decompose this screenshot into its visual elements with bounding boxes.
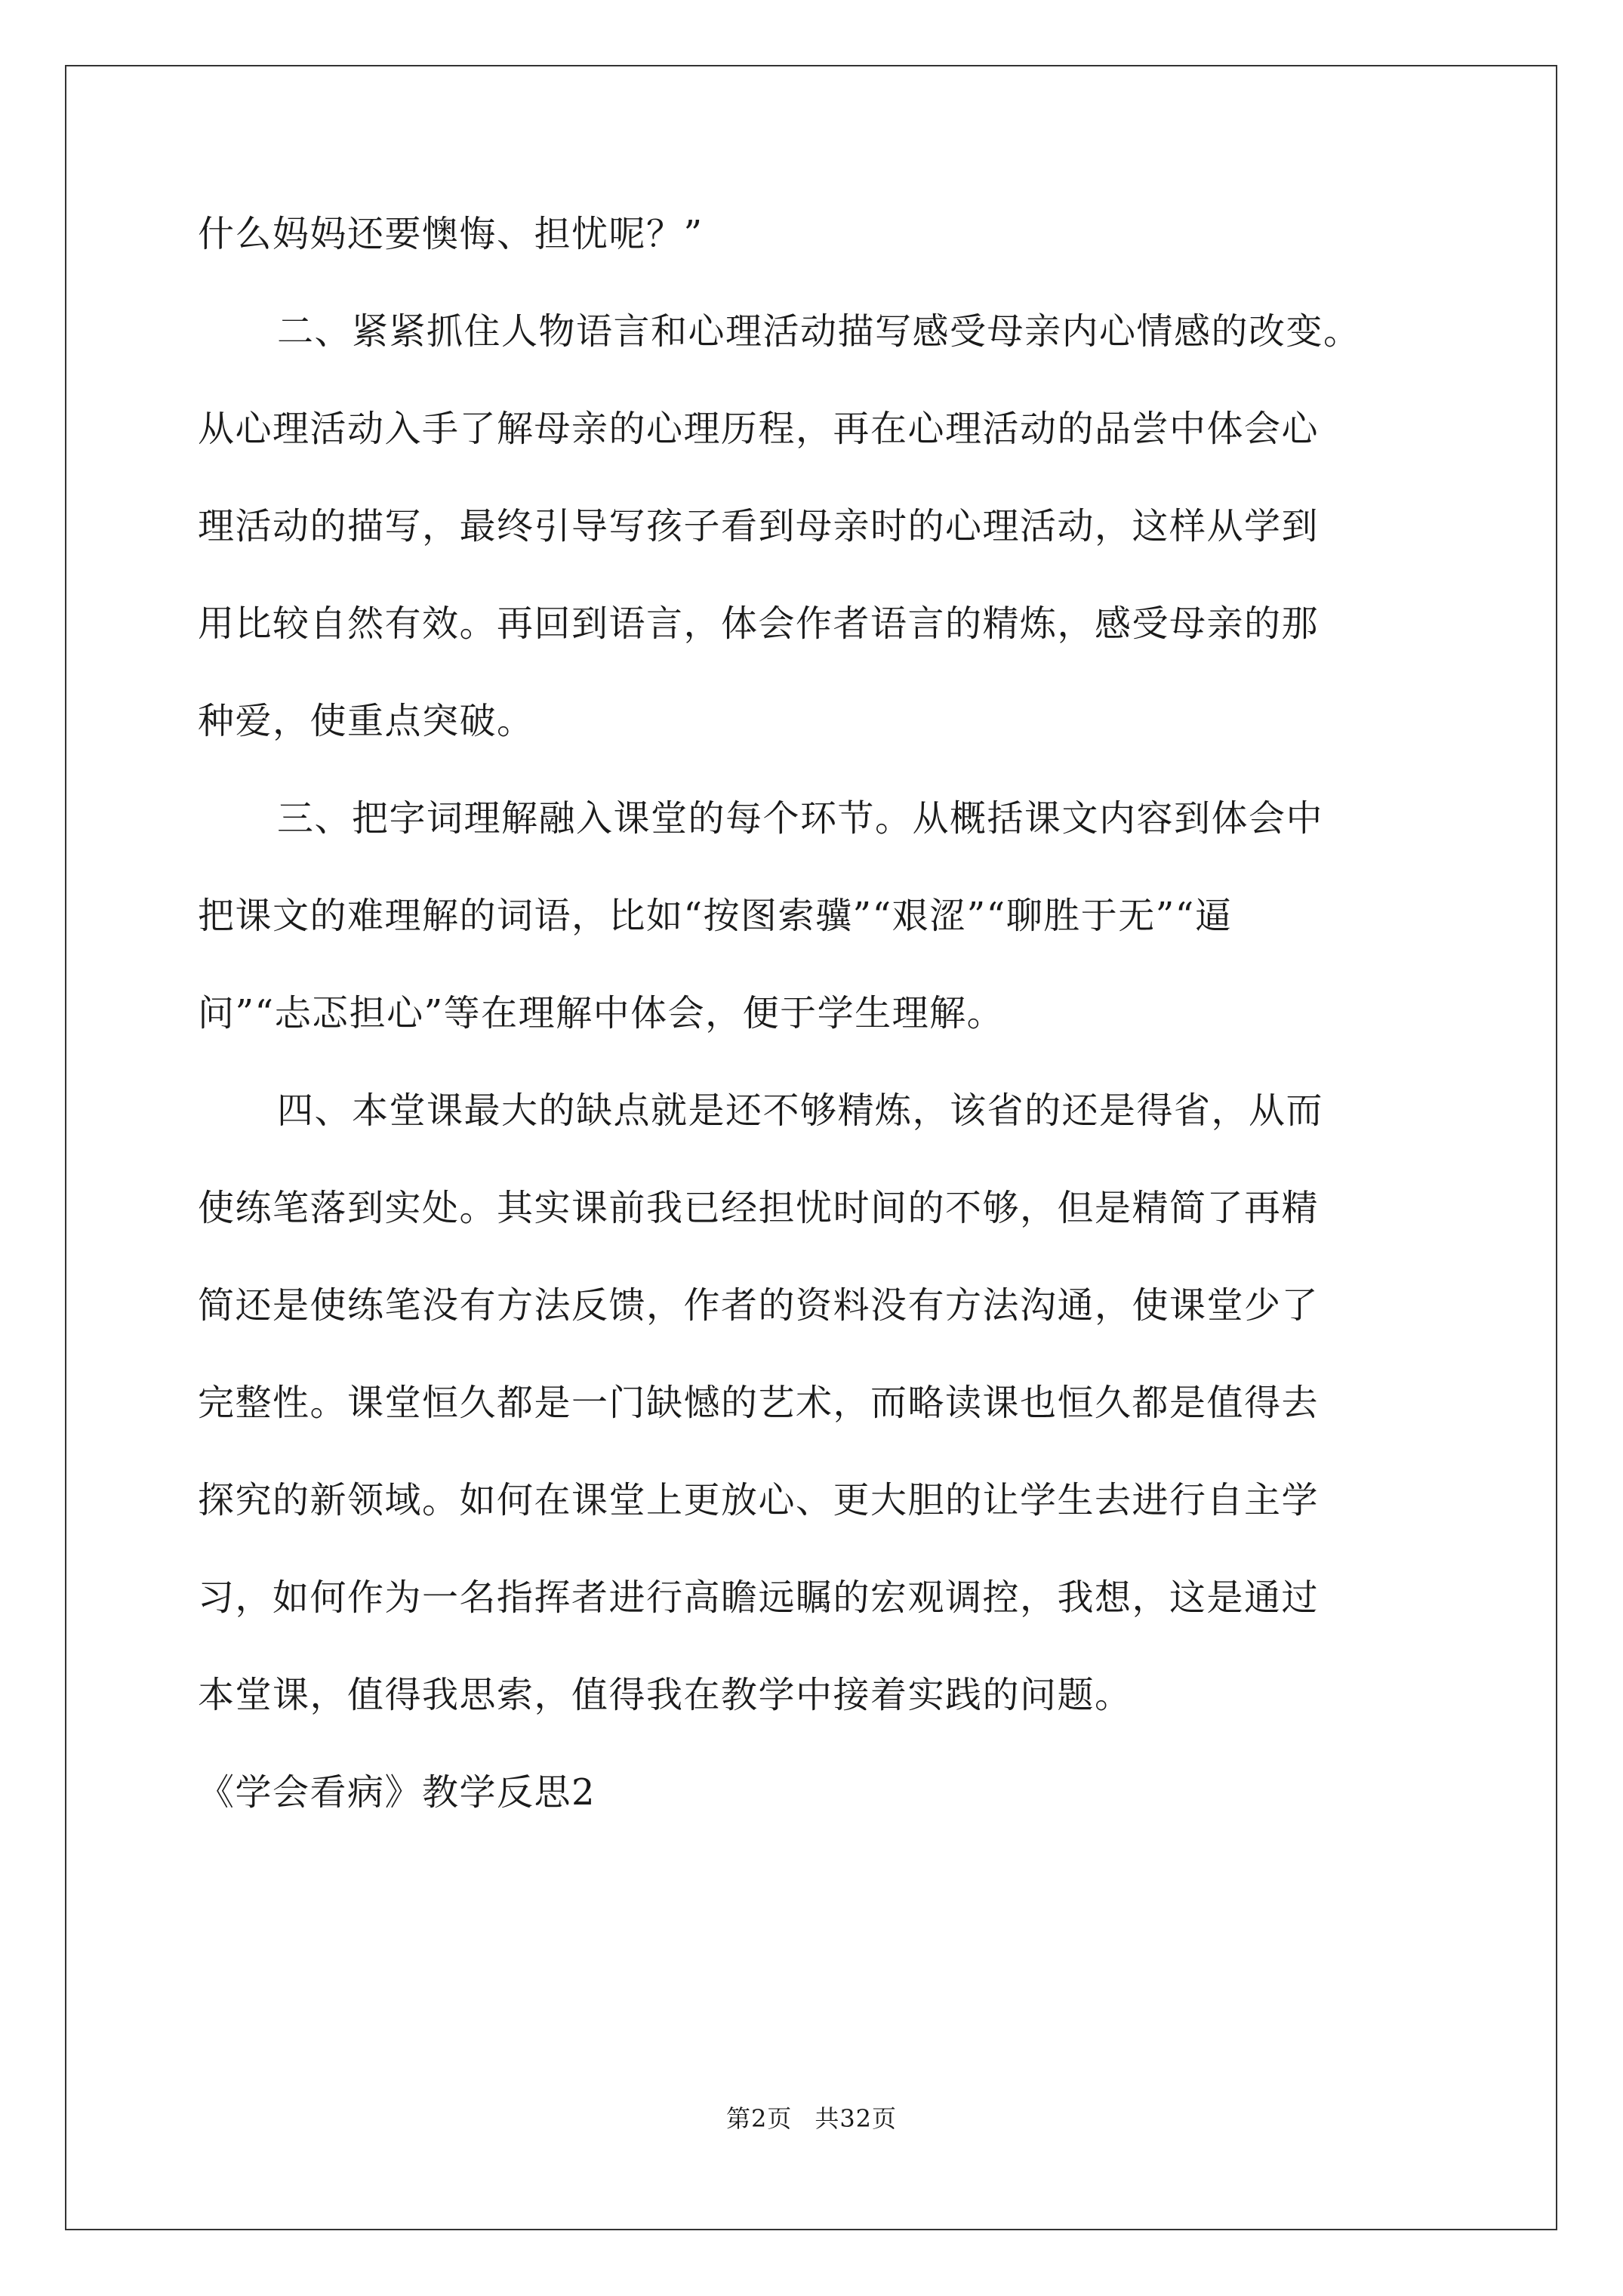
text-line: 用比较自然有效。再回到语言，体会作者语言的精炼，感受母亲的那	[198, 603, 1320, 645]
text-line: 种爱，使重点突破。	[198, 700, 534, 742]
paragraph-start: 四、本堂课最大的缺点就是还不够精炼，该省的还是得省，从而	[277, 1089, 1324, 1132]
text-line: 什么妈妈还要懊悔、担忧呢？”	[198, 213, 704, 255]
text-line: 使练笔落到实处。其实课前我已经担忧时间的不够，但是精简了再精	[198, 1187, 1320, 1229]
text-line: 理活动的描写，最终引导写孩子看到母亲时的心理活动，这样从学到	[198, 505, 1320, 547]
text-line: 问”“忐忑担心”等在理解中体会，便于学生理解。	[198, 992, 1005, 1034]
text-line: 完整性。课堂恒久都是一门缺憾的艺术，而略读课也恒久都是值得去	[198, 1382, 1320, 1424]
text-line: 从心理活动入手了解母亲的心理历程，再在心理活动的品尝中体会心	[198, 408, 1320, 450]
document-body	[198, 210, 1436, 1817]
page-footer	[0, 2103, 1623, 2134]
text-line: 习，如何作为一名指挥者进行高瞻远瞩的宏观调控，我想，这是通过	[198, 1576, 1320, 1619]
page-total: 共32页	[815, 2104, 898, 2133]
text-line: 把课文的难理解的词语，比如“按图索骥”“艰涩”“聊胜于无”“逼	[198, 895, 1233, 937]
page-number: 第2页	[725, 2104, 793, 2133]
paragraph-start: 三、把字词理解融入课堂的每个环节。从概括课文内容到体会中	[277, 797, 1324, 840]
paragraph-start: 二、紧紧抓住人物语言和心理活动描写感受母亲内心情感的改变。	[277, 310, 1361, 353]
text-line: 探究的新领域。如何在课堂上更放心、更大胆的让学生去进行自主学	[198, 1479, 1320, 1521]
section-heading: 《学会看病》教学反思2	[198, 1771, 596, 1814]
text-line: 简还是使练笔没有方法反馈，作者的资料没有方法沟通，使课堂少了	[198, 1284, 1320, 1327]
text-line: 本堂课，值得我思索，值得我在教学中接着实践的问题。	[198, 1674, 1132, 1716]
